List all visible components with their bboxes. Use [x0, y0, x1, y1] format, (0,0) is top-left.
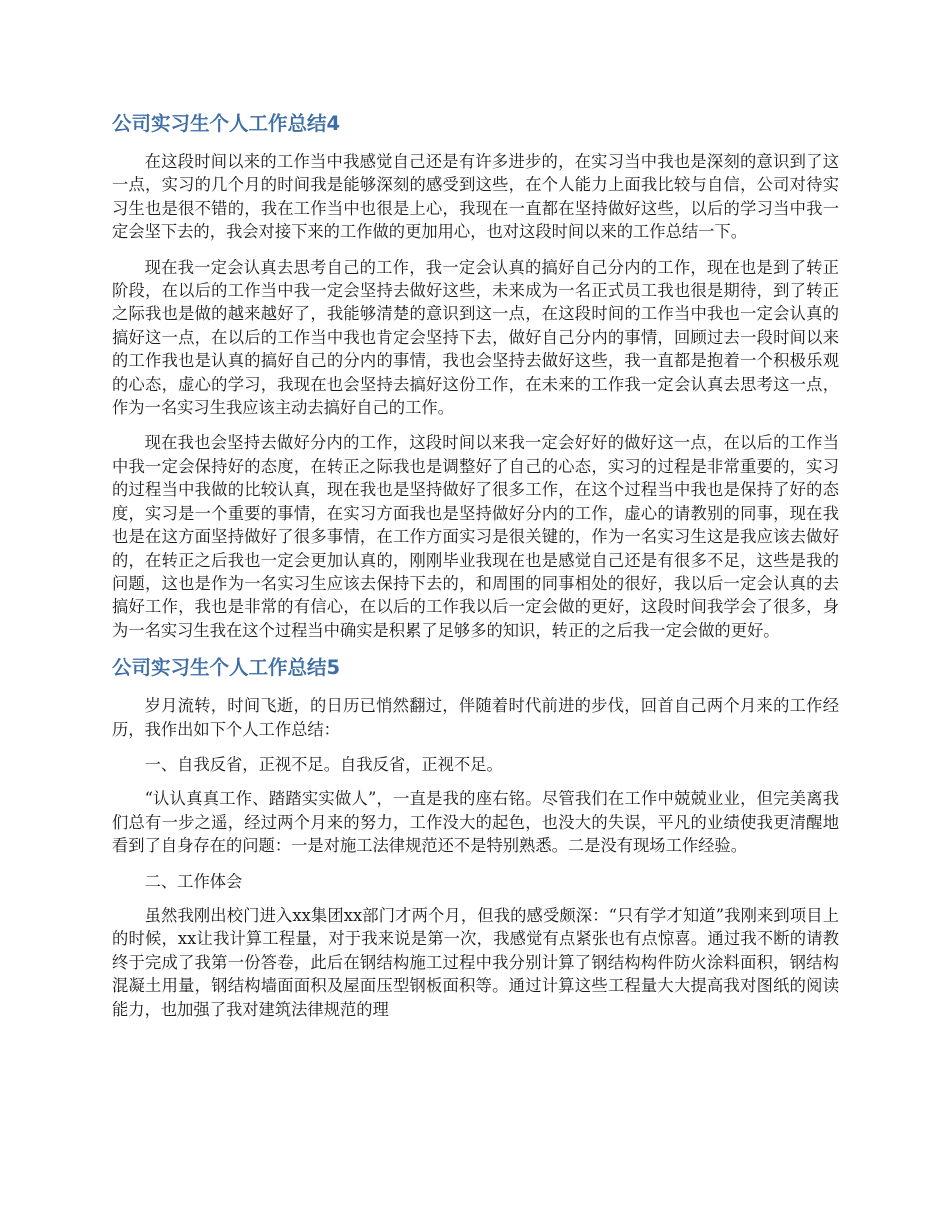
section-5-title: 公司实习生个人工作总结5 [112, 656, 341, 680]
section-4-title: 公司实习生个人工作总结4 [112, 112, 341, 135]
section-5-paragraph-3: 虽然我刚出校门进入xx集团xx部门才两个月，但我的感受颇深：“只有学才知道”我刚来到项目上的时候，xx让我计算工程量，对于我来说是第一次，我感觉有点紧张也有点惊喜。通过我不断的请教终于完成了我第一份答卷，此后在钢结构施工过程中我分别计算了钢结构构件防火涂料面积，钢结构混凝土用量，钢结构墙面面积及屋面压型钢板面积等。通过计算这些工程量大大提高我对图纸的阅读能力，也加强了我对建筑法律规范的理 [112, 905, 839, 1019]
section-5-subheading-2: 二、工作体会 [144, 871, 243, 891]
section-4-paragraph-1: 在这段时间以来的工作当中我感觉自己还是有许多进步的，在实习当中我也是深刻的意识到了这一点，实习的几个月的时间我是能够深刻的感受到这些，在个人能力上面我比较与自信，公司对待实习生也是很不错的，我在工作当中也很是上心，我现在一直都在坚持做好这些，以后的学习当中我一定会坚下去的，我会对接下来的工作做的更加用心，也对这段时间以来的工作总结一下。 [112, 152, 839, 242]
document-page [112, 110, 839, 1033]
section-4-paragraph-2: 现在我一定会认真去思考自己的工作，我一定会认真的搞好自己分内的工作，现在也是到了转正阶段，在以后的工作当中我一定会坚持去做好这些，未来成为一名正式员工我也很是期待，到了转正之际我也是做的越来越好了，我能够清楚的意识到这一点，在这段时间的工作当中我也一定会认真的搞好这一点，在以后的工作当中我也肯定会坚持下去，做好自己分内的事情，回顾过去一段时间以来的工作我也是认真的搞好自己的分内的事情，我也会坚持去做好这些，我一直都是抱着一个积极乐观的心态，虚心的学习，我现在也会坚持去搞好这份工作，在未来的工作我一定会认真去思考这一点，作为一名实习生我应该主动去搞好自己的工作。 [112, 257, 839, 418]
section-4-paragraph-3: 现在我也会坚持去做好分内的工作，这段时间以来我一定会好好的做好这一点，在以后的工作当中我一定会保持好的态度，在转正之际我也是调整好了自己的心态，实习的过程是非常重要的，实习的过程当中我做的比较认真，现在我也是坚持做好了很多工作，在这个过程当中我也是保持了好的态度，实习是一个重要的事情，在实习方面我也是坚持做好分内的工作，虚心的请教别的同事，现在我也是在这方面坚持做好了很多事情，在工作方面实习是很关键的，作为一名实习生这是我应该去做好的，在转正之后我也一定会更加认真的，刚刚毕业我现在也是感觉自己还是有很多不足，这些是我的问题，这也是作为一名实习生应该去保持下去的，和周围的同事相处的很好，我以后一定会认真的去搞好工作，我也是非常的有信心，在以后的工作我以后一定会做的更好，这段时间我学会了很多，身为一名实习生我在这个过程当中确实是积累了足够多的知识，转正的之后我一定会做的更好。 [112, 433, 839, 640]
section-5-subheading-1: 一、自我反省，正视不足。自我反省，正视不足。 [144, 754, 503, 774]
section-5-paragraph-2: “认认真真工作、踏踏实实做人”，一直是我的座右铭。尽管我们在工作中兢兢业业，但完美离我们总有一步之遥，经过两个月来的努力，工作没大的起色，也没大的失误，平凡的业绩使我更清醒地看到了自身存在的问题：一是对施工法律规范还不是特别熟悉。二是没有现场工作经验。 [112, 789, 839, 856]
section-5-paragraph-1: 岁月流转，时间飞逝，的日历已悄然翻过，伴随着时代前进的步伐，回首自己两个月来的工作经历，我作出如下个人工作总结： [112, 696, 839, 739]
